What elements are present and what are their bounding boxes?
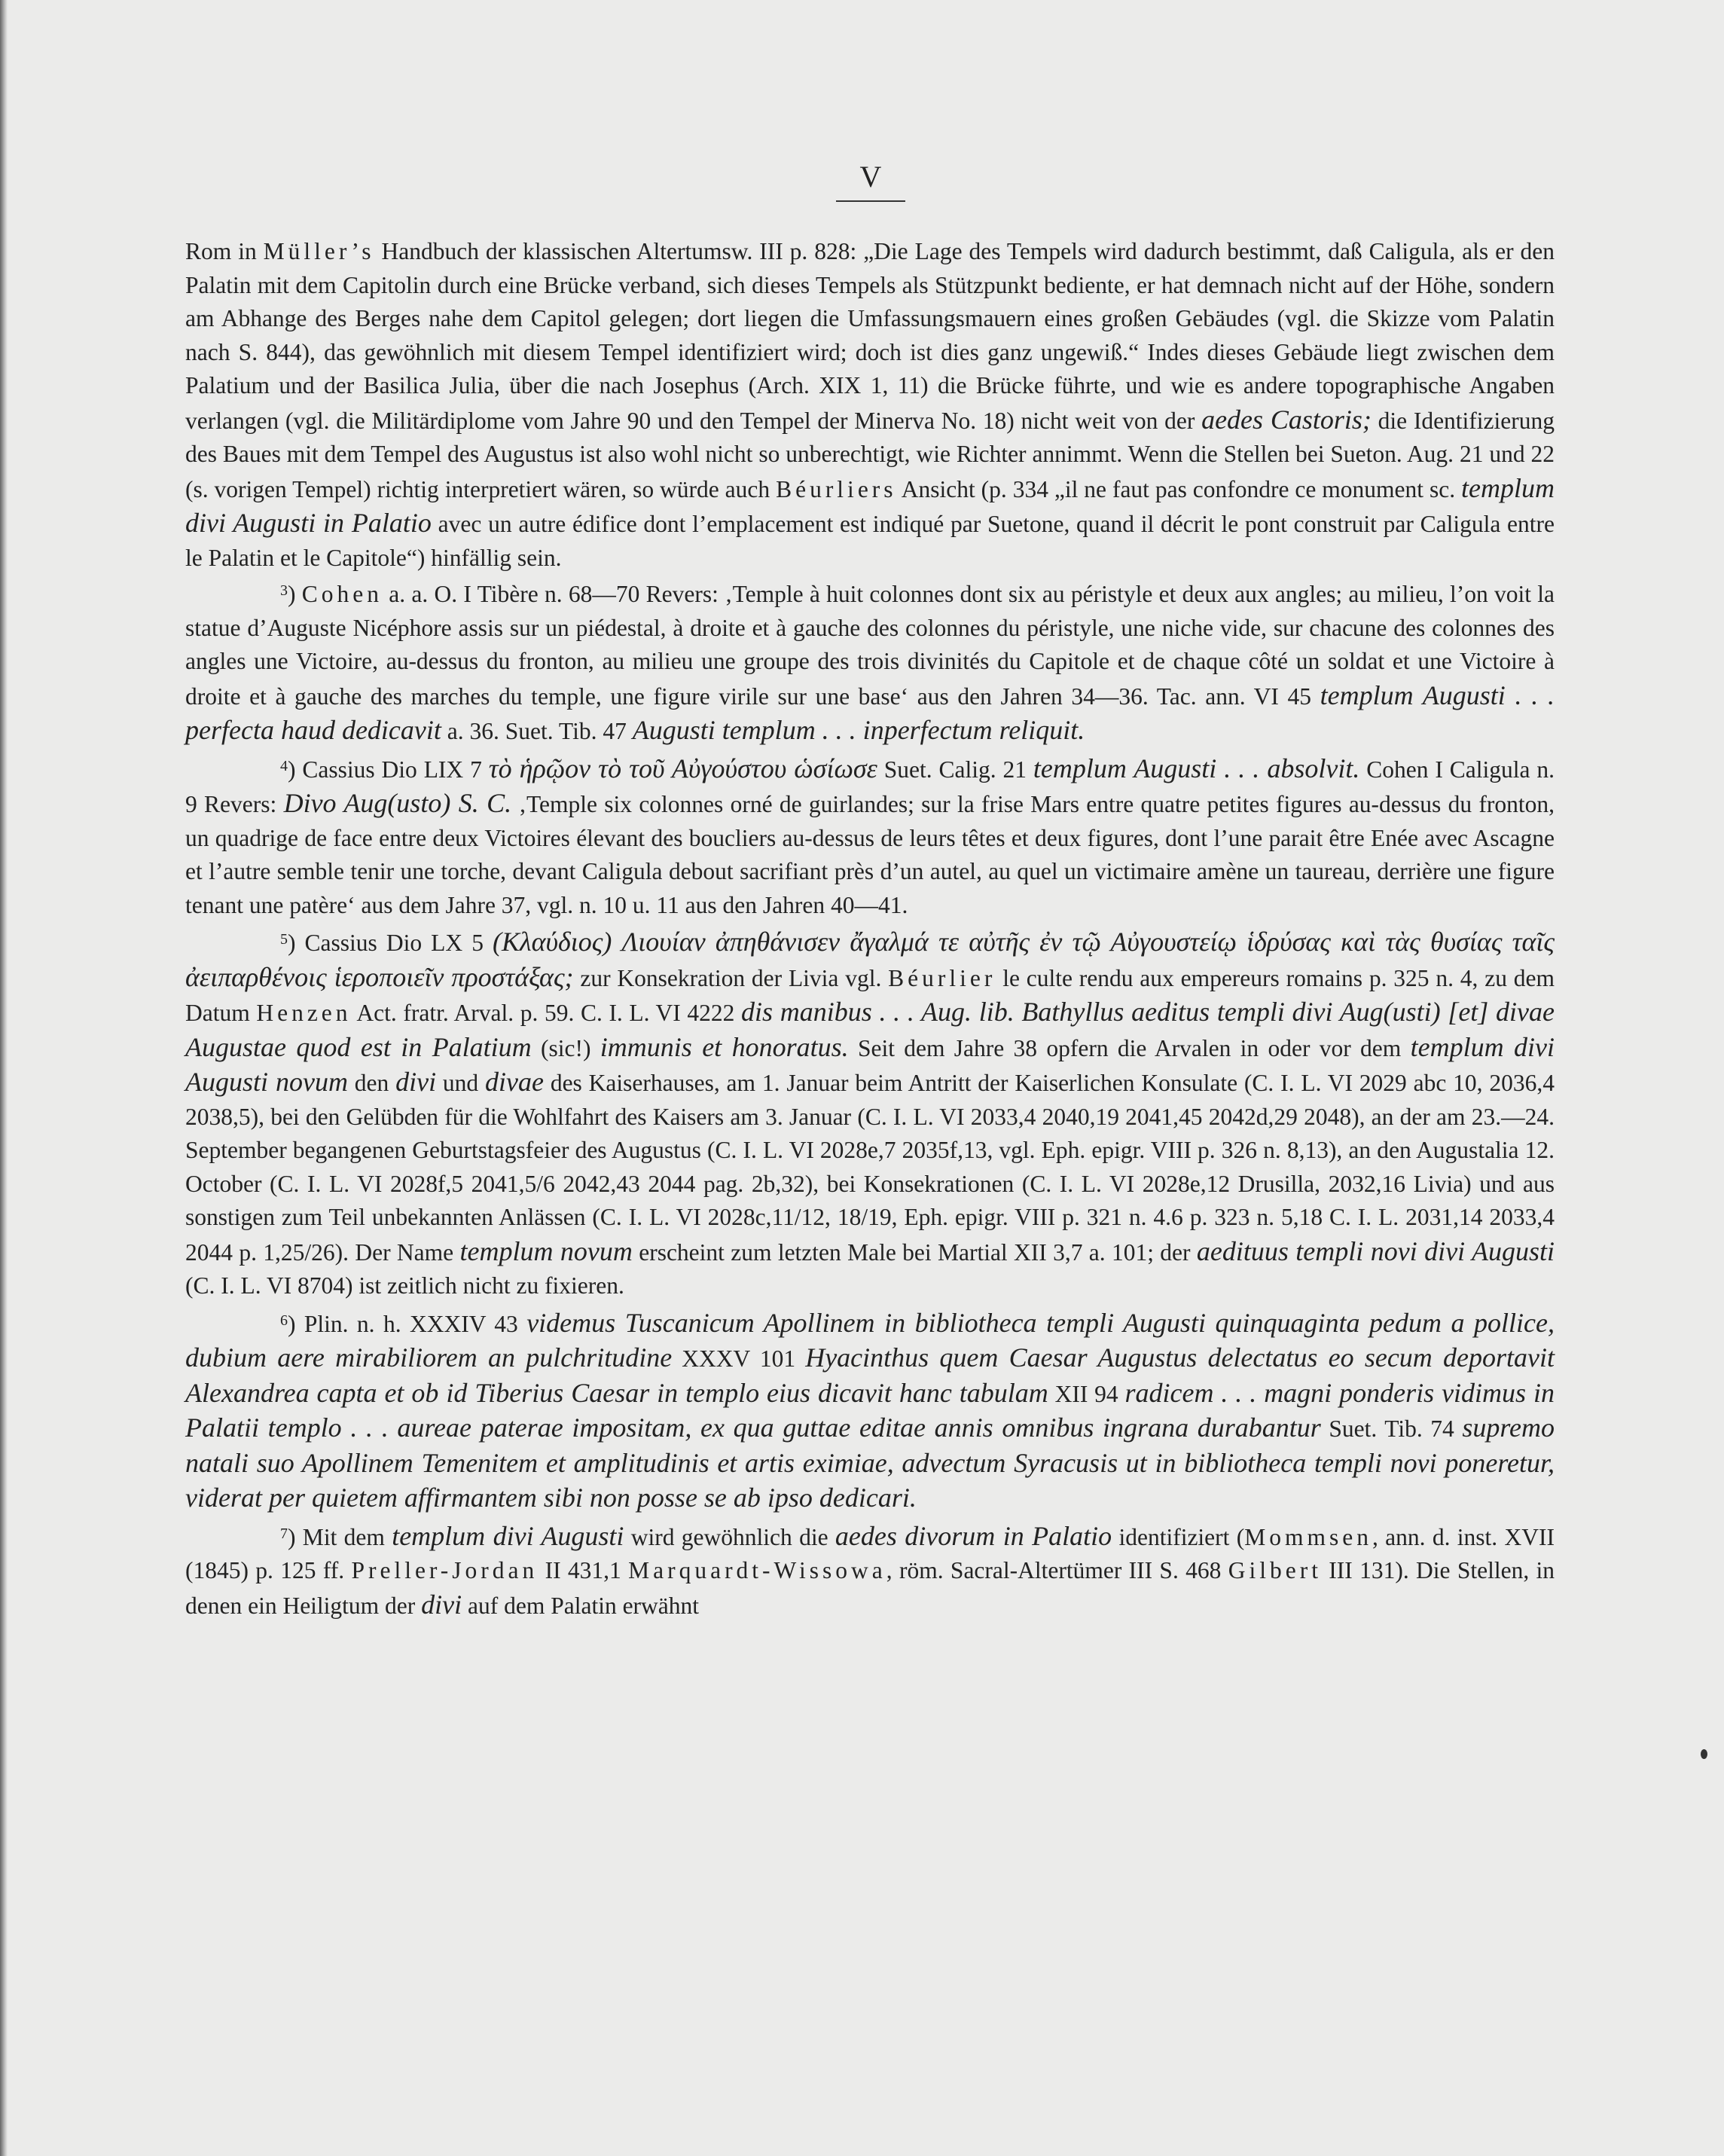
footnote-marker: 4 bbox=[280, 757, 288, 774]
page-binding-edge bbox=[0, 0, 8, 2156]
author-name: Marquardt-Wissowa bbox=[628, 1557, 886, 1583]
footnote-marker: 7 bbox=[280, 1525, 288, 1542]
continued-footnote: Rom in Müller’s Handbuch der klassischen Altertumsw. III p. 828: „Die Lage des Tempels wird dadurch bestimmt, daß Caligula, als er den Palatin mit dem Capitolin durch eine Brücke verband, sich dieses Tempels als Stützpunkt bediente, er hat demnach nicht auf der Höhe, sondern am Abhange des Berges nahe dem Capitol gelegen; dort liegen die Umfassungsmauern eines großen Gebäudes (vgl. die Skizze vom Palatin nach S. 844), das gewöhnlich mit diesem Tempel identifiziert wird; doch ist dies ganz ungewiß.“ Indes dieses Gebäude liegt zwischen dem Palatium und der Basilica Julia, über die nach Josephus (Arch. XIX 1, 11) die Brücke führte, und wie es andere topographische Angaben verlangen (vgl. die Militärdiplome vom Jahre 90 und den Tempel der Minerva No. 18) nicht weit von der aedes Castoris; die Identifizierung des Baues mit dem Tempel des Augustus ist also wohl nicht so unberechtigt, wie Richter annimmt. Wenn die Stellen bei Sueton. Aug. 21 und 22 (s. vorigen Tempel) richtig interpretiert wären, so würde auch Béurliers Ansicht (p. 334 „il ne faut pas confondre ce monument sc. templum divi Augusti in Palatio avec un autre édifice dont l’emplacement est indiqué par Suetone, quand il décrit le pont construit par Caligula entre le Palatin et le Capitole“) hinfällig sein. bbox=[185, 238, 1555, 571]
ink-spot bbox=[1701, 1749, 1707, 1759]
author-name: Henzen bbox=[256, 1000, 352, 1026]
page-number: V bbox=[836, 158, 905, 202]
footnote-marker: 6 bbox=[280, 1312, 288, 1329]
footnote-3: $^3$) Cohen a. a. O. I Tibère n. 68—70 Revers: ‚Temple à huit colonnes dont six au péristyle et deux aux angles; au milieu, l’on voit la statue d’Auguste Nicéphore assis sur un piédestal, à droite et à gauche des colonnes du péristyle, une niche vide, sur chacune des colonnes des angles une Victoire, au-dessus du fronton, au milieu une groupe des trois divinités du Capitole et de chaque côté un soldat et une Victoire à droite et à gauche des marches du temple, une figure virile sur une base‘ aus den Jahren 34—36. Tac. ann. VI 45 templum Augusti . . . perfecta haud dedicavit a. 36. Suet. Tib. 47 Augusti templum . . . inperfectum reliquit. bbox=[185, 581, 1555, 745]
author-name: Béurliers bbox=[776, 475, 897, 502]
footnote-marker: 5 bbox=[280, 931, 288, 948]
footnote-7: $^7$) Mit dem templum divi Augusti wird gewöhnlich die aedes divorum in Palatio identifiziert (Mommsen, ann. d. inst. XVII (1845) p. 125 ff. Preller-Jordan II 431,1 Marquardt-Wissowa, röm. Sacral-Altertümer III S. 468 Gilbert III 131). Die Stellen, in denen ein Heiligtum der divi auf dem Palatin erwähnt bbox=[185, 1520, 1555, 1620]
footnote-marker: 3 bbox=[280, 582, 288, 599]
author-name: Müller’s bbox=[263, 238, 375, 264]
author-name: Gilbert bbox=[1228, 1557, 1322, 1583]
greek-quotation: (Κλαύδιος) Λιουίαν ἀπηθάνισεν ἄγαλμά τε αὐτῆς ἐν τῷ Αὐγουστείῳ ἱδρύσας καὶ τὰς θυσίας ταῖς ἀειπαρθένοις ἱεροποιεῖν προστάξας; bbox=[185, 927, 1555, 992]
author-name: Béurlier bbox=[888, 964, 996, 991]
author-name: Cohen bbox=[301, 581, 383, 607]
footnote-5: $^5$) Cassius Dio LX 5 (Κλαύδιος) Λιουίαν ἀπηθάνισεν ἄγαλμά τε αὐτῆς ἐν τῷ Αὐγουστείῳ ἱδρύσας καὶ τὰς θυσίας ταῖς ἀειπαρθένοις ἱεροποιεῖν προστάξας; zur Konsekration der Livia vgl. Béurlier le culte rendu aux empereurs romains p. 325 n. 4, zu dem Datum Henzen Act. fratr. Arval. p. 59. C. I. L. VI 4222 dis manibus . . . Aug. lib. Bathyllus aeditus templi divi Aug(usti) [et] divae Augustae quod est in Palatium (sic!) immunis et honoratus. Seit dem Jahre 38 opfern die Arvalen in oder vor dem templum divi Augusti novum den divi und divae des Kaiserhauses, am 1. Januar beim Antritt der Kaiserlichen Konsulate (C. I. L. VI 2029 abc 10, 2036,4 2038,5), bei den Gelübden für die Wohlfahrt des Kaisers am 3. Januar (C. I. L. VI 2033,4 2040,19 2041,45 2042d,29 2048), an der am 23.—24. September begangenen Geburtstagsfeier des Augustus (C. I. L. VI 2028e,7 2035f,13, vgl. Eph. epigr. VIII p. 326 n. 8,13), an den Augustalia 12. October (C. I. L. VI 2028f,5 2041,5/6 2042,43 2044 pag. 2b,32), bei Konsekrationen (C. I. L. VI 2028e,12 Drusilla, 2032,16 Livia) und aus sonstigen zum Teil unbekannten Anlässen (C. I. L. VI 2028c,11/12, 18/19, Eph. epigr. VIII p. 321 n. 4.6 p. 323 n. 5,18 C. I. L. 2031,14 2033,4 2044 p. 1,25/26). Der Name templum novum erscheint zum letzten Male bei Martial XII 3,7 a. 101; der aedituus templi novi divi Augusti (C. I. L. VI 8704) ist zeitlich nicht zu fixieren. bbox=[185, 927, 1555, 1299]
footnote-4: $^4$) Cassius Dio LIX 7 τὸ ἡρῷον τὸ τοῦ Αὐγούστου ὡσίωσε Suet. Calig. 21 templum Augusti . . . absolvit. Cohen I Caligula n. 9 Revers: Divo Aug(usto) S. C. ‚Temple six colonnes orné de guirlandes; sur la frise Mars entre quatre petites figures au-dessus du fronton, un quadrige de face entre deux Victoires élevant des boucliers au-dessus de leurs têtes et deux figures, dont l’une parait être Enée avec Ascagne et l’autre semble tenir une torche, devant Caligula debout sacrifiant près d’un autel, au quel un victimaire amène un taureau, derrière une figure tenant une patère‘ aus dem Jahre 37, vgl. n. 10 u. 11 aus den Jahren 40—41. bbox=[185, 753, 1555, 918]
footnote-6: $^6$) Plin. n. h. XXXIV 43 videmus Tuscanicum Apollinem in bibliotheca templi Augusti quinquaginta pedum a pollice, dubium aere mirabiliorem an pulchritudine XXXV 101 Hyacinthus quem Caesar Augustus delectatus eo secum deportavit Alexandrea capta et ob id Tiberius Caesar in templo eius dicavit hanc tabulam XII 94 radicem . . . magni ponderis vidimus in Palatii templo . . . aureae paterae impositam, ex qua guttae editae annis omnibus ingrana durabantur Suet. Tib. 74 supremo natali suo Apollinem Temenitem et amplitudinis et artis eximiae, advectum Syracusis ut in bibliotheca templi novi poneretur, viderat per quietem affirmantem sibi non posse se ab ipso dedicari. bbox=[185, 1307, 1555, 1513]
author-name: Preller-Jordan bbox=[351, 1557, 539, 1583]
greek-quotation: τὸ ἡρῷον τὸ τοῦ Αὐγούστου ὡσίωσε bbox=[488, 753, 877, 783]
body-text bbox=[185, 235, 1555, 1623]
author-name: Mommsen bbox=[1244, 1523, 1372, 1550]
